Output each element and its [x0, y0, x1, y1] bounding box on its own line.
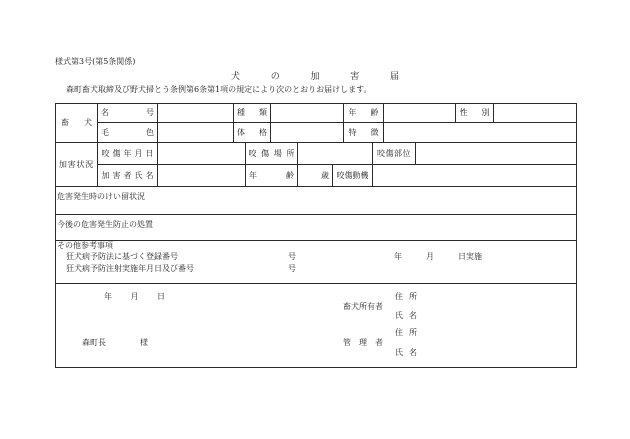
label-glyph: 所 — [286, 148, 295, 158]
label-glyph: 住 — [395, 328, 403, 337]
victim-age-label-cell — [245, 164, 298, 187]
dog-breed-field — [270, 103, 344, 123]
label-glyph: 日 — [145, 148, 154, 158]
bite-motive-field — [372, 164, 577, 187]
prevention-cell — [55, 214, 577, 241]
victim-name-label — [102, 171, 154, 181]
dog-build-field — [270, 122, 344, 143]
label-glyph: 管 — [343, 338, 351, 347]
bite-place-field — [297, 142, 373, 165]
label-glyph: 住 — [395, 292, 403, 301]
label-glyph: 名 — [409, 311, 417, 320]
label-glyph: 齢 — [370, 108, 379, 117]
owner-address-label — [395, 292, 417, 302]
intro-text: 森町畜犬取締及び野犬掃とう条例第6条第1項の規定により次のとおりお届けします。 — [66, 85, 372, 94]
label-glyph: 類 — [259, 108, 267, 117]
label-glyph: 年 — [394, 252, 402, 261]
restraint-label: 危害発生時のけい留状況 — [57, 192, 145, 201]
vaccination-unit: 号 — [288, 264, 296, 273]
form-number: 様式第3号(第5条関係) — [55, 57, 136, 66]
dog-features-label — [349, 128, 379, 138]
reference-label: その他参考事項 — [57, 241, 113, 250]
dog-features-field — [383, 122, 577, 143]
label-glyph: 所 — [409, 328, 417, 337]
label-glyph: 傷 — [261, 148, 270, 158]
label-glyph: 犬 — [231, 72, 241, 82]
bite-date-label-cell — [97, 142, 158, 165]
label-glyph: 加 — [310, 72, 320, 82]
label-glyph: 月 — [426, 252, 434, 261]
bite-date-label — [102, 149, 154, 159]
label-glyph: 氏 — [395, 311, 403, 320]
label-glyph: 年 — [123, 148, 132, 158]
dog-age-field — [383, 103, 456, 123]
owner-label: 畜犬所有者 — [343, 302, 383, 311]
label-glyph: 名 — [409, 348, 417, 357]
label-glyph: 害 — [112, 170, 121, 180]
manager-label — [343, 338, 383, 348]
label-glyph: 傷 — [112, 148, 121, 158]
label-glyph: 害 — [350, 72, 360, 82]
label-glyph: 年 — [249, 170, 257, 180]
dog-sex-label-cell — [455, 103, 494, 123]
injury-section-label: 加害状況 — [58, 159, 95, 169]
label-glyph: 様 — [140, 338, 148, 347]
label-glyph: 年 — [104, 292, 112, 301]
injury-section-cell — [55, 142, 98, 187]
victim-age-label — [249, 171, 294, 181]
submission-date — [104, 292, 165, 302]
dog-breed-label — [237, 108, 267, 118]
dog-age-label-cell — [343, 103, 384, 123]
label-glyph: 理 — [359, 338, 367, 347]
label-glyph: 届 — [389, 72, 399, 82]
victim-age-field — [297, 164, 333, 187]
label-glyph: 種 — [237, 108, 245, 117]
registration-unit: 号 — [288, 252, 296, 261]
label-glyph: 日実施 — [458, 252, 482, 261]
prevention-label: 今後の危害発生防止の処置 — [57, 220, 153, 229]
dog-color-label — [101, 128, 154, 138]
dog-age-label — [349, 108, 379, 118]
signature-cell — [55, 283, 577, 368]
label-glyph: 号 — [146, 108, 154, 117]
label-glyph: 体 — [237, 127, 245, 137]
vaccination-label: 狂犬病予防注射実施年月日及び番号 — [66, 264, 194, 273]
registration-label: 狂犬病予防法に基づく登録番号 — [66, 252, 178, 261]
dog-features-label-cell — [343, 122, 384, 143]
label-glyph: 氏 — [395, 348, 403, 357]
label-glyph: 徴 — [370, 127, 379, 137]
label-glyph: 月 — [130, 292, 139, 301]
label-glyph: 犬 — [84, 118, 92, 127]
bite-place-label — [249, 149, 295, 159]
label-glyph: 場 — [273, 148, 282, 158]
dog-name-field — [157, 103, 234, 123]
label-glyph: 加 — [101, 170, 110, 180]
addressee — [82, 338, 148, 348]
label-glyph: 所 — [409, 292, 417, 301]
restraint-cell — [55, 186, 577, 215]
label-glyph: 森町長 — [82, 338, 106, 347]
label-glyph: 齢 — [286, 170, 294, 180]
dog-sex-label — [460, 108, 490, 118]
dog-name-label-cell — [97, 103, 158, 123]
label-glyph: 者 — [123, 170, 132, 180]
bite-place-label-cell — [245, 142, 298, 165]
label-glyph: の — [270, 72, 280, 82]
label-glyph: 日 — [157, 292, 165, 301]
reference-cell — [55, 240, 577, 284]
label-glyph: 者 — [375, 338, 383, 347]
label-glyph: 毛 — [101, 127, 109, 137]
manager-address-label — [395, 328, 417, 338]
bite-date-field — [157, 142, 246, 165]
label-glyph: 格 — [259, 127, 267, 137]
label-glyph: 咬 — [248, 148, 257, 158]
manager-name-label — [395, 348, 417, 358]
registration-date — [394, 252, 482, 262]
bite-part-label-cell — [372, 142, 416, 165]
victim-name-field — [157, 164, 246, 187]
dog-color-label-cell — [97, 122, 158, 143]
label-glyph: 氏 — [134, 170, 143, 180]
bite-motive-label: 咬傷動機 — [336, 170, 369, 180]
owner-name-label — [395, 311, 417, 321]
dog-build-label — [237, 128, 267, 138]
label-glyph: 名 — [101, 108, 109, 117]
label-glyph: 月 — [134, 148, 143, 158]
age-unit: 歳 — [321, 170, 329, 180]
bite-part-field — [415, 142, 577, 165]
label-glyph: 年 — [348, 108, 357, 117]
label-glyph: 特 — [348, 127, 357, 137]
dog-sex-field — [493, 103, 577, 123]
label-glyph: 畜 — [61, 118, 69, 127]
form-title — [231, 72, 399, 82]
victim-name-label-cell — [97, 164, 158, 187]
dog-color-field — [157, 122, 234, 143]
dog-breed-label-cell — [233, 103, 271, 123]
label-glyph: 名 — [145, 170, 154, 180]
label-glyph: 別 — [481, 108, 490, 117]
label-glyph: 性 — [459, 108, 468, 117]
dog-name-label — [101, 108, 154, 118]
bite-motive-label-cell — [332, 164, 373, 187]
label-glyph: 咬 — [101, 148, 110, 158]
label-glyph: 色 — [146, 127, 154, 137]
dog-section-cell — [55, 103, 98, 143]
dog-section-label — [61, 118, 92, 128]
bite-part-label: 咬傷部位 — [377, 148, 411, 158]
dog-build-label-cell — [233, 122, 271, 143]
